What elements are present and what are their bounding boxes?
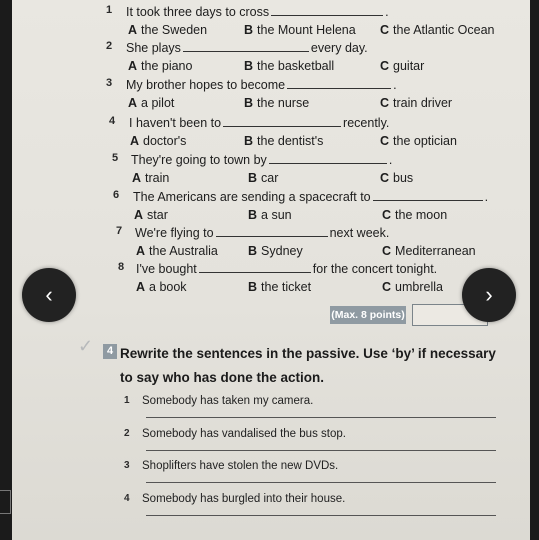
item-sentence: Somebody has burgled into their house. [142,493,346,505]
question-end: every day. [310,41,368,55]
option-b[interactable]: B car [248,171,279,185]
question-text: We're flying to [135,226,214,240]
question-3 [12,77,530,115]
question-end: for the concert tonight. [312,262,438,276]
option-b[interactable]: B the dentist's [244,134,324,148]
question-end: . [388,153,393,167]
item-number: 3 [124,460,130,471]
question-end: . [484,190,489,204]
tick-mark-icon: ✓ [78,336,94,356]
answer-line[interactable] [146,450,496,451]
option-a[interactable]: A train [132,171,170,185]
question-2 [12,40,530,78]
answer-blank[interactable] [287,77,391,89]
question-number: 4 [109,115,116,127]
chevron-right-icon: › [485,282,493,307]
item-sentence: Somebody has vandalised the bus stop. [142,428,346,440]
answer-blank[interactable] [216,225,328,237]
next-arrow-button[interactable] [462,268,516,322]
rewrite-item-1 [124,395,504,425]
question-number: 7 [116,225,123,237]
question-number: 5 [112,152,119,164]
question-text: My brother hopes to become [126,78,286,92]
rewrite-item-2 [124,428,504,458]
question-6 [12,189,530,227]
option-a[interactable]: A a book [136,280,187,294]
answer-line[interactable] [146,482,496,483]
option-a[interactable]: A the Sweden [128,23,208,37]
answer-blank[interactable] [271,4,383,16]
option-c[interactable]: C guitar [380,59,425,73]
option-c[interactable]: C the moon [382,208,448,222]
item-sentence: Shoplifters have stolen the new DVDs. [142,460,339,472]
question-text: I haven't been to [129,116,222,130]
previous-arrow-button[interactable] [22,268,76,322]
option-a[interactable]: A the piano [128,59,193,73]
item-number: 2 [124,428,130,439]
chevron-left-icon: ‹ [45,282,53,307]
answer-blank[interactable] [199,261,311,273]
worksheet-page [12,0,530,540]
item-number: 1 [124,395,130,406]
question-number: 6 [113,189,120,201]
question-1 [12,4,530,42]
item-sentence: Somebody has taken my camera. [142,395,314,407]
section-instruction: Rewrite the sentences in the passive. Use ‘by’ if necessary to say who has done the action. [120,346,496,385]
option-b[interactable]: B the Mount Helena [244,23,356,37]
question-text: They're going to town by [131,153,267,167]
answer-blank[interactable] [269,152,387,164]
question-4 [12,115,530,153]
max-points-label: (Max. 8 points) [330,306,406,324]
answer-line[interactable] [146,417,496,418]
question-7 [12,225,530,263]
option-c[interactable]: C the optician [380,134,457,148]
option-b[interactable]: B the nurse [244,96,310,110]
question-end: recently. [343,116,390,130]
question-number: 8 [118,261,125,273]
answer-line[interactable] [146,515,496,516]
option-b[interactable]: B a sun [248,208,292,222]
section-number-badge: 4 [103,344,117,359]
question-text: It took three days to cross [126,5,270,19]
option-c[interactable]: C the Atlantic Ocean [380,23,495,37]
option-b[interactable]: B the ticket [248,280,312,294]
option-c[interactable]: C train driver [380,96,453,110]
answer-blank[interactable] [183,40,309,52]
item-number: 4 [124,493,130,504]
page-edge-mark [0,490,11,514]
option-a[interactable]: A star [134,208,168,222]
rewrite-item-3 [124,460,504,490]
option-c[interactable]: C bus [380,171,414,185]
option-a[interactable]: A the Australia [136,244,218,258]
question-text: She plays [126,41,181,55]
question-text: I've bought [136,262,197,276]
question-text: The Americans are sending a spacecraft to [133,190,371,204]
answer-blank[interactable] [373,189,483,201]
answer-blank[interactable] [223,115,341,127]
option-a[interactable]: A doctor's [130,134,187,148]
question-number: 3 [106,77,113,89]
question-end: next week. [329,226,390,240]
question-8 [12,261,530,299]
option-a[interactable]: A a pilot [128,96,175,110]
question-number: 1 [106,4,113,16]
option-b[interactable]: B Sydney [248,244,303,258]
question-5 [12,152,530,190]
rewrite-item-4 [124,493,504,523]
question-number: 2 [106,40,113,52]
option-b[interactable]: B the basketball [244,59,335,73]
option-c[interactable]: C Mediterranean [382,244,476,258]
option-c[interactable]: C umbrella [382,280,443,294]
question-end: . [393,78,397,92]
question-end: . [385,5,389,19]
